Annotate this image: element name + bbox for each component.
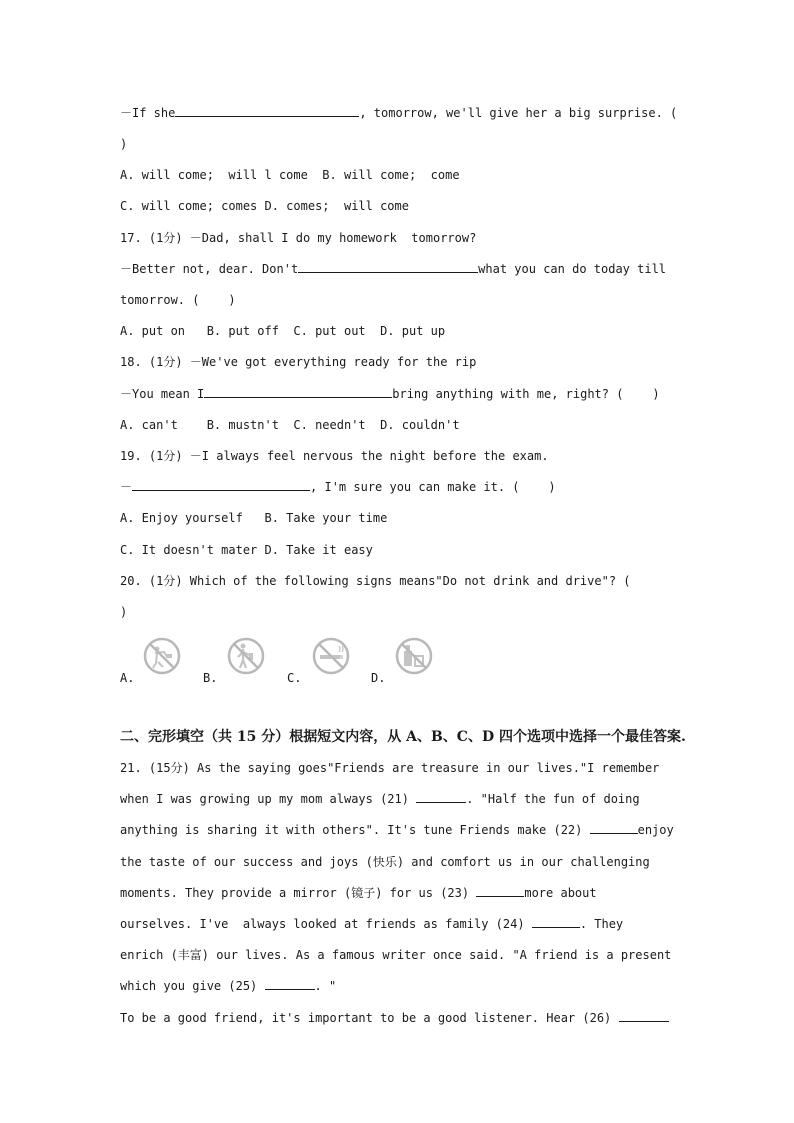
- section-heading: 二、完形填空（共 15 分）根据短文内容，从 A、B、C、D 四个选项中选择一个最佳答案.: [120, 729, 686, 745]
- q17-line2: －Better not, dear. Don't what you can do today till: [120, 262, 667, 276]
- q20-stem: 20. (1分) Which of the following signs means"Do not drink and drive"? (: [120, 574, 631, 588]
- q19-stem: 19. (1分) －I always feel nervous the night before the exam.: [120, 449, 549, 463]
- q18-options: A. can't B. mustn't C. needn't D. couldn't: [120, 418, 460, 432]
- q16-options-2: C. will come; comes D. comes; will come: [120, 199, 409, 213]
- answer-blank[interactable]: [175, 105, 359, 117]
- answer-blank[interactable]: [590, 822, 638, 834]
- no-smoking-sign-icon[interactable]: [311, 636, 351, 676]
- q18-line2: －You mean I bring anything with me, right? ( ): [120, 387, 660, 401]
- answer-blank[interactable]: [298, 261, 478, 273]
- q19-options-2: C. It doesn't mater D. Take it easy: [120, 543, 373, 557]
- option-a-label: A.: [120, 671, 135, 685]
- option-c-label: C.: [287, 671, 302, 685]
- answer-blank[interactable]: [416, 791, 466, 803]
- passage-line-4: the taste of our success and joys (快乐) and comfort us in our challenging: [120, 855, 650, 869]
- q16-stem: －If she , tomorrow, we'll give her a big surprise. (: [120, 106, 678, 120]
- answer-blank[interactable]: [476, 885, 524, 897]
- passage-line-2: when I was growing up my mom always (21) . "Half the fun of doing: [120, 792, 640, 806]
- q17-line3: tomorrow. ( ): [120, 293, 236, 307]
- no-drunk-person-sign-icon[interactable]: [142, 636, 182, 676]
- option-b-label: B.: [203, 671, 218, 685]
- option-d-label: D.: [371, 671, 386, 685]
- q20-paren-close: ): [120, 605, 128, 619]
- passage-line-6: ourselves. I've always looked at friends as family (24) . They: [120, 917, 624, 931]
- passage-line-5: moments. They provide a mirror (镜子) for us (23) more about: [120, 886, 597, 900]
- answer-blank[interactable]: [532, 916, 580, 928]
- passage-line-1: 21. (15分) As the saying goes"Friends are treasure in our lives."I remember: [120, 761, 660, 775]
- q16-options-1: A. will come; will l come B. will come; come: [120, 168, 460, 182]
- q17-options: A. put on B. put off C. put out D. put up: [120, 324, 446, 338]
- q18-stem: 18. (1分) －We've got everything ready for the rip: [120, 355, 477, 369]
- answer-blank[interactable]: [132, 479, 310, 491]
- passage-line-3: anything is sharing it with others". It's tune Friends make (22) enjoy: [120, 823, 674, 837]
- no-drinking-sign-icon[interactable]: [394, 636, 434, 676]
- answer-blank[interactable]: [265, 978, 315, 990]
- q19-options-1: A. Enjoy yourself B. Take your time: [120, 511, 388, 525]
- q17-stem: 17. (1分) －Dad, shall I do my homework tomorrow?: [120, 231, 477, 245]
- q19-line2: － , I'm sure you can make it. ( ): [120, 480, 556, 494]
- no-walking-drinking-sign-icon[interactable]: [226, 636, 266, 676]
- passage-line-9: To be a good friend, it's important to be a good listener. Hear (26): [120, 1010, 669, 1026]
- answer-blank[interactable]: [204, 386, 392, 398]
- answer-blank[interactable]: [619, 1010, 669, 1022]
- passage-line-8: which you give (25) . ": [120, 979, 337, 993]
- passage-line-7: enrich (丰富) our lives. As a famous writer once said. "A friend is a present: [120, 948, 672, 962]
- q16-paren-close: ): [120, 137, 128, 151]
